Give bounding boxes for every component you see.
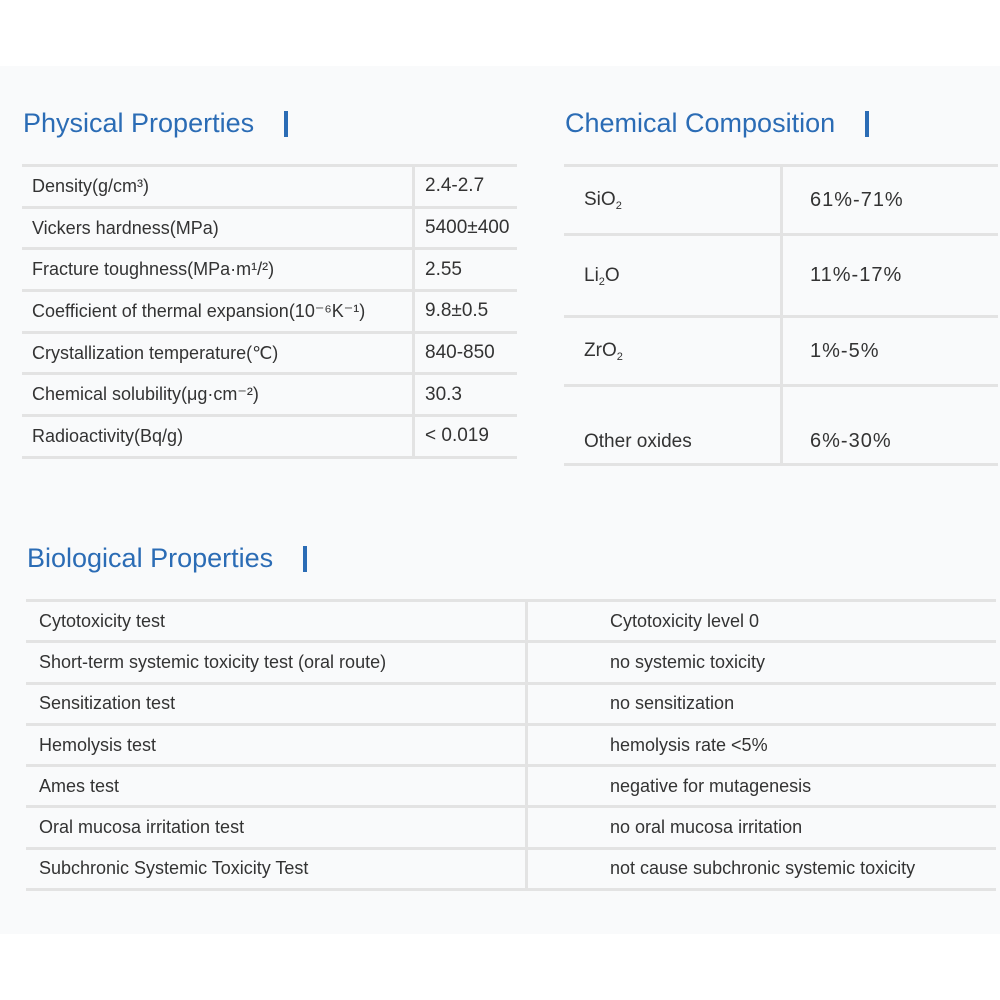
test-result: not cause subchronic systemic toxicity	[527, 848, 997, 889]
component-percentage: 1%-5%	[782, 317, 999, 386]
component-percentage: 61%-71%	[782, 166, 999, 235]
formula-symbol: Zr	[584, 340, 602, 361]
formula-suffix: O	[604, 264, 620, 286]
table-row	[22, 249, 517, 291]
chemical-composition-table	[564, 164, 998, 466]
physical-properties-table	[22, 164, 517, 459]
property-name: Radioactivity(Bq/g)	[22, 416, 414, 458]
test-result: hemolysis rate <5%	[527, 724, 997, 765]
heading-accent-bar	[284, 111, 288, 137]
table-row	[564, 166, 998, 235]
component-percentage: 6%-30%	[782, 386, 999, 465]
formula-subscript: 2	[598, 275, 605, 288]
property-value: 5400±400	[414, 207, 518, 249]
component-name	[564, 317, 782, 386]
property-value: < 0.019	[414, 416, 518, 458]
test-result: negative for mutagenesis	[527, 766, 997, 807]
formula-symbol: Si	[584, 189, 601, 210]
test-name: Short-term systemic toxicity test (oral route)	[26, 642, 527, 683]
formula-suffix: O	[600, 189, 616, 210]
property-value: 2.55	[414, 249, 518, 291]
heading-accent-bar	[303, 546, 307, 572]
table-row	[26, 601, 996, 642]
formula-sio2	[584, 189, 622, 211]
component-name: Other oxides	[564, 386, 782, 465]
test-result: Cytotoxicity level 0	[527, 601, 997, 642]
component-name	[564, 235, 782, 317]
biological-properties-table	[26, 599, 996, 891]
formula-subscript: 2	[616, 351, 623, 363]
test-result: no systemic toxicity	[527, 642, 997, 683]
component-percentage: 11%-17%	[782, 235, 999, 317]
test-result: no oral mucosa irritation	[527, 807, 997, 848]
table-row	[26, 807, 996, 848]
table-row	[26, 642, 996, 683]
property-value: 2.4-2.7	[414, 166, 518, 208]
property-name: Vickers hardness(MPa)	[22, 207, 414, 249]
table-row	[22, 166, 517, 208]
formula-suffix: O	[601, 340, 617, 361]
property-value: 30.3	[414, 374, 518, 416]
property-name: Coefficient of thermal expansion(10⁻⁶K⁻¹)	[22, 291, 414, 333]
table-row	[22, 374, 517, 416]
table-row	[26, 766, 996, 807]
biological-properties-title: Biological Properties	[27, 543, 274, 573]
test-result: no sensitization	[527, 683, 997, 724]
property-value: 9.8±0.5	[414, 291, 518, 333]
table-row	[22, 416, 517, 458]
test-name: Oral mucosa irritation test	[26, 807, 527, 848]
property-value: 840-850	[414, 332, 518, 374]
physical-properties-title: Physical Properties	[23, 108, 255, 138]
test-name: Hemolysis test	[26, 724, 527, 765]
test-name: Subchronic Systemic Toxicity Test	[26, 848, 527, 889]
table-row	[564, 235, 998, 317]
table-row	[26, 848, 996, 889]
table-row	[22, 291, 517, 333]
formula-zro2	[584, 340, 623, 362]
table-row	[564, 317, 998, 386]
table-row	[26, 683, 996, 724]
test-name: Sensitization test	[26, 683, 527, 724]
test-name: Cytotoxicity test	[26, 601, 527, 642]
table-row	[22, 332, 517, 374]
property-name: Density(g/cm³)	[22, 166, 414, 208]
property-name: Chemical solubility(μg·cm⁻²)	[22, 374, 414, 416]
formula-subscript: 2	[615, 200, 622, 212]
chemical-composition-heading	[565, 108, 869, 139]
test-name: Ames test	[26, 766, 527, 807]
table-row	[26, 724, 996, 765]
property-name: Crystallization temperature(℃)	[22, 332, 414, 374]
formula-li2o	[584, 265, 620, 287]
heading-accent-bar	[865, 111, 869, 137]
chemical-composition-title: Chemical Composition	[565, 108, 836, 138]
table-row	[564, 386, 998, 465]
table-row	[22, 207, 517, 249]
biological-properties-heading	[27, 543, 307, 574]
physical-properties-heading	[23, 108, 288, 139]
component-name	[564, 166, 782, 235]
property-name: Fracture toughness(MPa·m¹/²)	[22, 249, 414, 291]
formula-symbol: Li	[584, 264, 599, 286]
